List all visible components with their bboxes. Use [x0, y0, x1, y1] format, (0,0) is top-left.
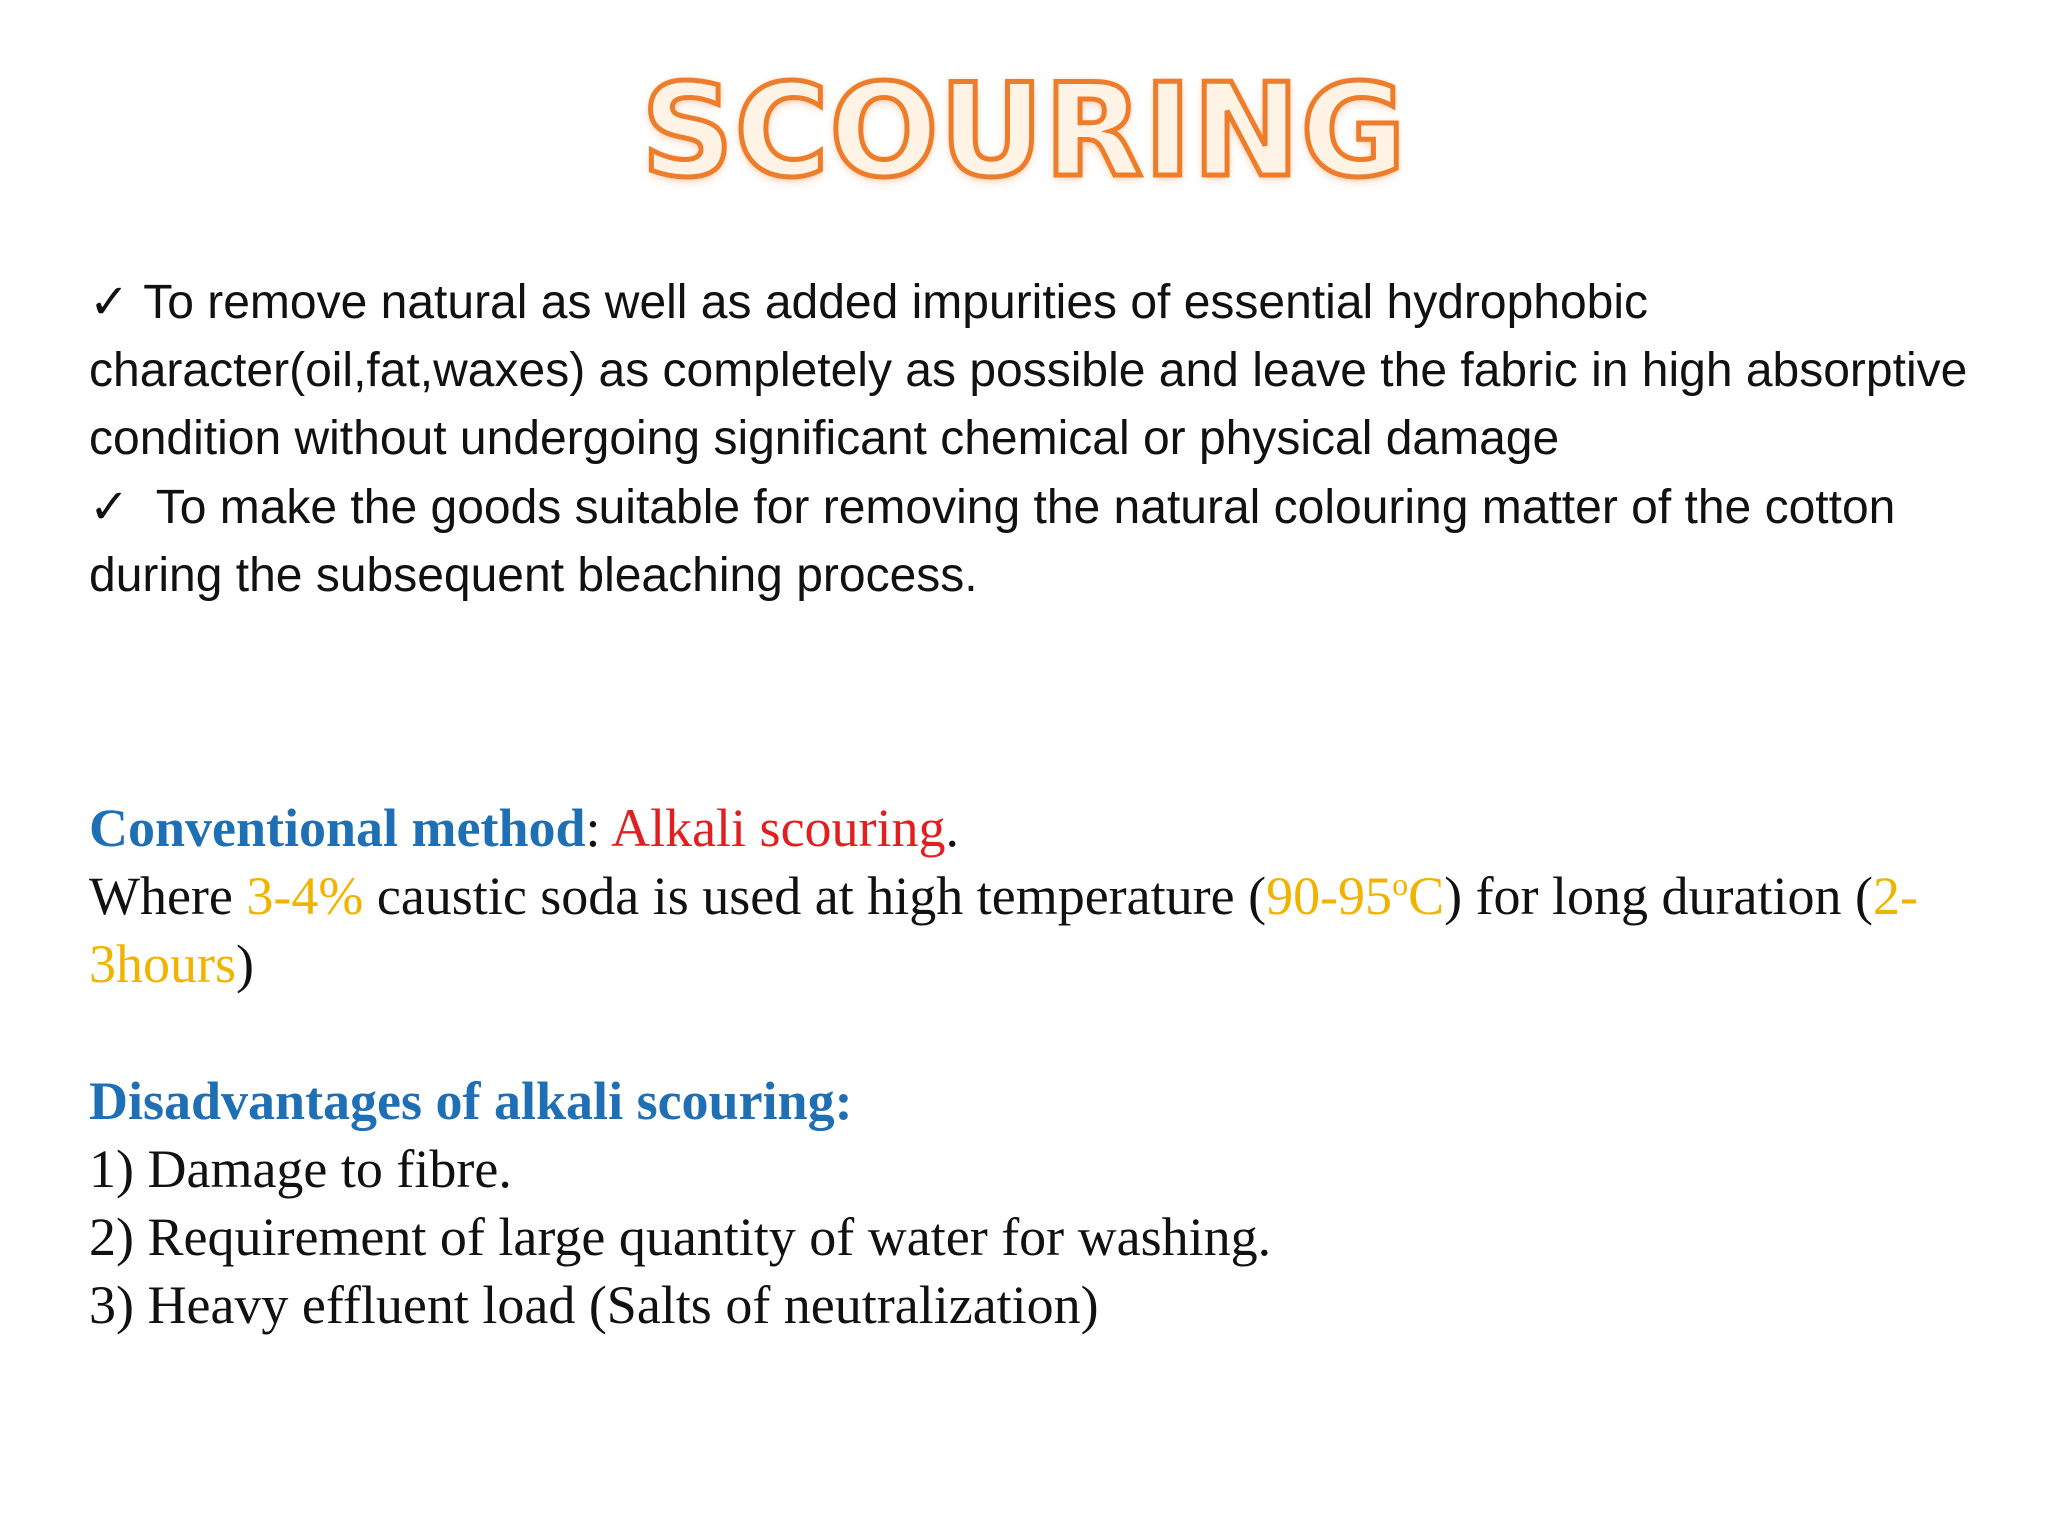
method-line: [89, 794, 1969, 862]
close-paren: ): [236, 934, 254, 994]
disadvantage-item: 1) Damage to fibre.: [89, 1139, 512, 1199]
where-text: Where: [89, 866, 247, 926]
after-temp-text: ) for long duration (: [1444, 866, 1873, 926]
disadvantages-heading: Disadvantages of alkali scouring:: [89, 1071, 853, 1131]
check-icon: ✓: [89, 479, 130, 535]
temperature-value: 90-95$^o$C: [1266, 866, 1445, 926]
bullet-item: [89, 473, 1969, 610]
duration-value: 2-3hours: [89, 866, 1918, 994]
bullet-text: To make the goods suitable for removing the natural colouring matter of the cotton during the subsequent bleaching process.: [89, 481, 1896, 602]
method-name: Alkali scouring: [611, 798, 946, 858]
disadvantage-item: 3) Heavy effluent load (Salts of neutralization): [89, 1275, 1099, 1335]
method-description: [89, 862, 1969, 998]
bullet-item: [89, 268, 1969, 473]
bullet-text: To remove natural as well as added impurities of essential hydrophobic character(oil,fat,waxes) as completely as possible and leave the fabric in high absorptive condition without undergoing significant chemical or physical damage: [89, 276, 1968, 465]
check-icon: ✓: [89, 274, 130, 330]
bullet-list: [89, 268, 1969, 610]
conventional-method-section: [89, 794, 1969, 998]
method-heading: Conventional method: [89, 798, 586, 858]
method-period: .: [945, 798, 960, 858]
method-colon: :: [585, 798, 612, 858]
mid-text: caustic soda is used at high temperature (: [363, 866, 1267, 926]
disadvantages-section: [89, 1067, 1969, 1339]
disadvantage-item: 2) Requirement of large quantity of water for washing.: [89, 1207, 1272, 1267]
percent-value: 3-4%: [246, 866, 364, 926]
slide-title: SCOURING: [641, 57, 1407, 206]
